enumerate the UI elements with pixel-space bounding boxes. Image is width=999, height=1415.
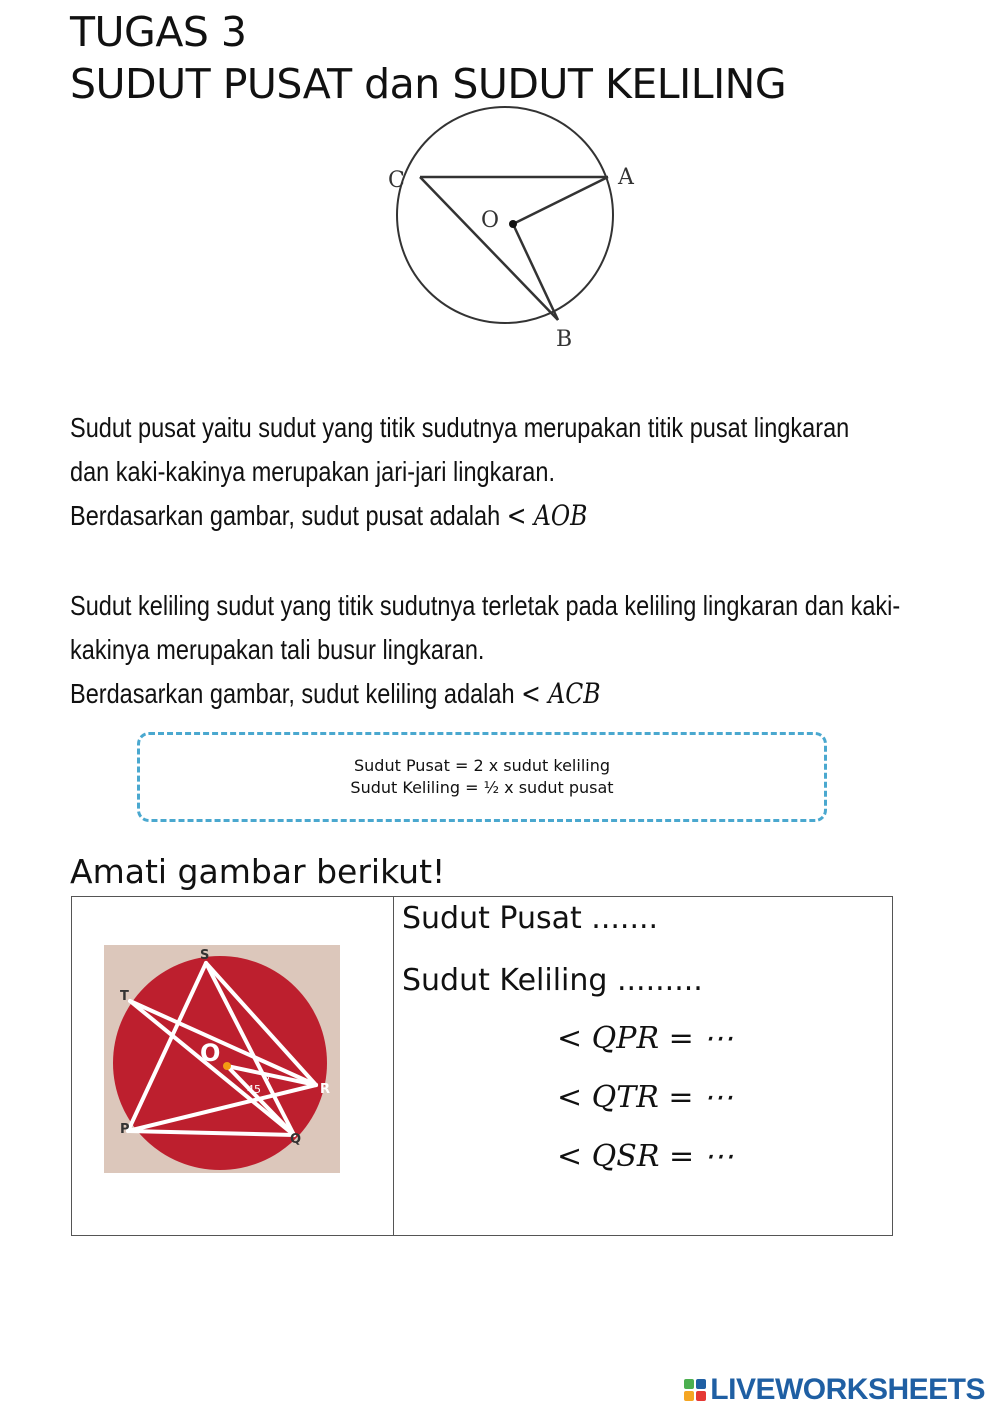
- keliling-line-3: [70, 672, 839, 716]
- angle-symbol: <: [521, 677, 541, 710]
- table-divider: [393, 897, 394, 1235]
- formula-line-1: Sudut Pusat = 2 x sudut keliling: [353, 756, 611, 775]
- sudut-pusat-definition: [70, 406, 850, 538]
- title-line-2: SUDUT PUSAT dan SUDUT KELILING: [70, 60, 787, 108]
- sudut-keliling-definition: [70, 584, 901, 716]
- logo-text: LIVEWORKSHEETS: [710, 1373, 985, 1406]
- label-o: O: [200, 1039, 221, 1067]
- angle-label-small: 3: [264, 1073, 270, 1083]
- label-p: P: [120, 1122, 130, 1137]
- center-point: [509, 220, 517, 228]
- formula-box: [137, 732, 827, 822]
- angle-acb: [521, 677, 600, 710]
- label-b: B: [556, 327, 573, 352]
- task-heading: Amati gambar berikut!: [70, 852, 446, 891]
- task-table: [71, 896, 893, 1236]
- sudut-keliling-prompt: Sudut Keliling .........: [402, 963, 703, 998]
- label-s: S: [200, 948, 210, 963]
- label-q: Q: [290, 1132, 302, 1147]
- pusat-line-1: Sudut pusat yaitu sudut yang titik sudutnya merupakan titik pusat lingkaran: [70, 412, 850, 443]
- pusat-line-3: [70, 494, 839, 538]
- chord-cb: [420, 177, 558, 320]
- pusat-conclusion-text: Berdasarkan gambar, sudut pusat adalah: [70, 500, 501, 531]
- radius-ob: [513, 224, 558, 320]
- title-line-1: TUGAS 3: [70, 8, 247, 56]
- circle-diagram-pqrst: [104, 945, 340, 1173]
- liveworksheets-logo: [684, 1373, 985, 1407]
- keliling-line-1: Sudut keliling sudut yang titik sudutnya terletak pada keliling lingkaran dan kaki-: [70, 590, 901, 621]
- radius-oa: [513, 177, 608, 224]
- angle-symbol: <: [506, 499, 527, 532]
- label-o: O: [481, 208, 500, 233]
- angle-aob: [507, 499, 588, 532]
- label-a: A: [618, 165, 634, 190]
- equation-qtr: < QTR = ⋯: [557, 1080, 734, 1115]
- keliling-line-2: kakinya merupakan tali busur lingkaran.: [70, 634, 485, 665]
- pusat-line-2: dan kaki-kakinya merupakan jari-jari lingkaran.: [70, 456, 556, 487]
- label-r: R: [320, 1082, 331, 1097]
- sudut-pusat-prompt: Sudut Pusat .......: [402, 901, 659, 936]
- circle-outline: [397, 107, 613, 323]
- angle-acb-name: ACB: [548, 677, 601, 710]
- angle-aob-name: AOB: [533, 499, 588, 532]
- circle-diagram-aob: [380, 100, 640, 360]
- keliling-conclusion-text: Berdasarkan gambar, sudut keliling adalah: [70, 678, 515, 709]
- label-c: C: [388, 168, 405, 193]
- equation-qpr: < QPR = ⋯: [557, 1021, 734, 1056]
- logo-mark-icon: [684, 1379, 706, 1401]
- equation-qsr: < QSR = ⋯: [557, 1139, 734, 1174]
- label-t: T: [120, 989, 129, 1004]
- center-dot: [223, 1062, 231, 1070]
- formula-line-2: Sudut Keliling = ½ x sudut pusat: [350, 778, 614, 797]
- angle-label-45: 45: [247, 1083, 261, 1096]
